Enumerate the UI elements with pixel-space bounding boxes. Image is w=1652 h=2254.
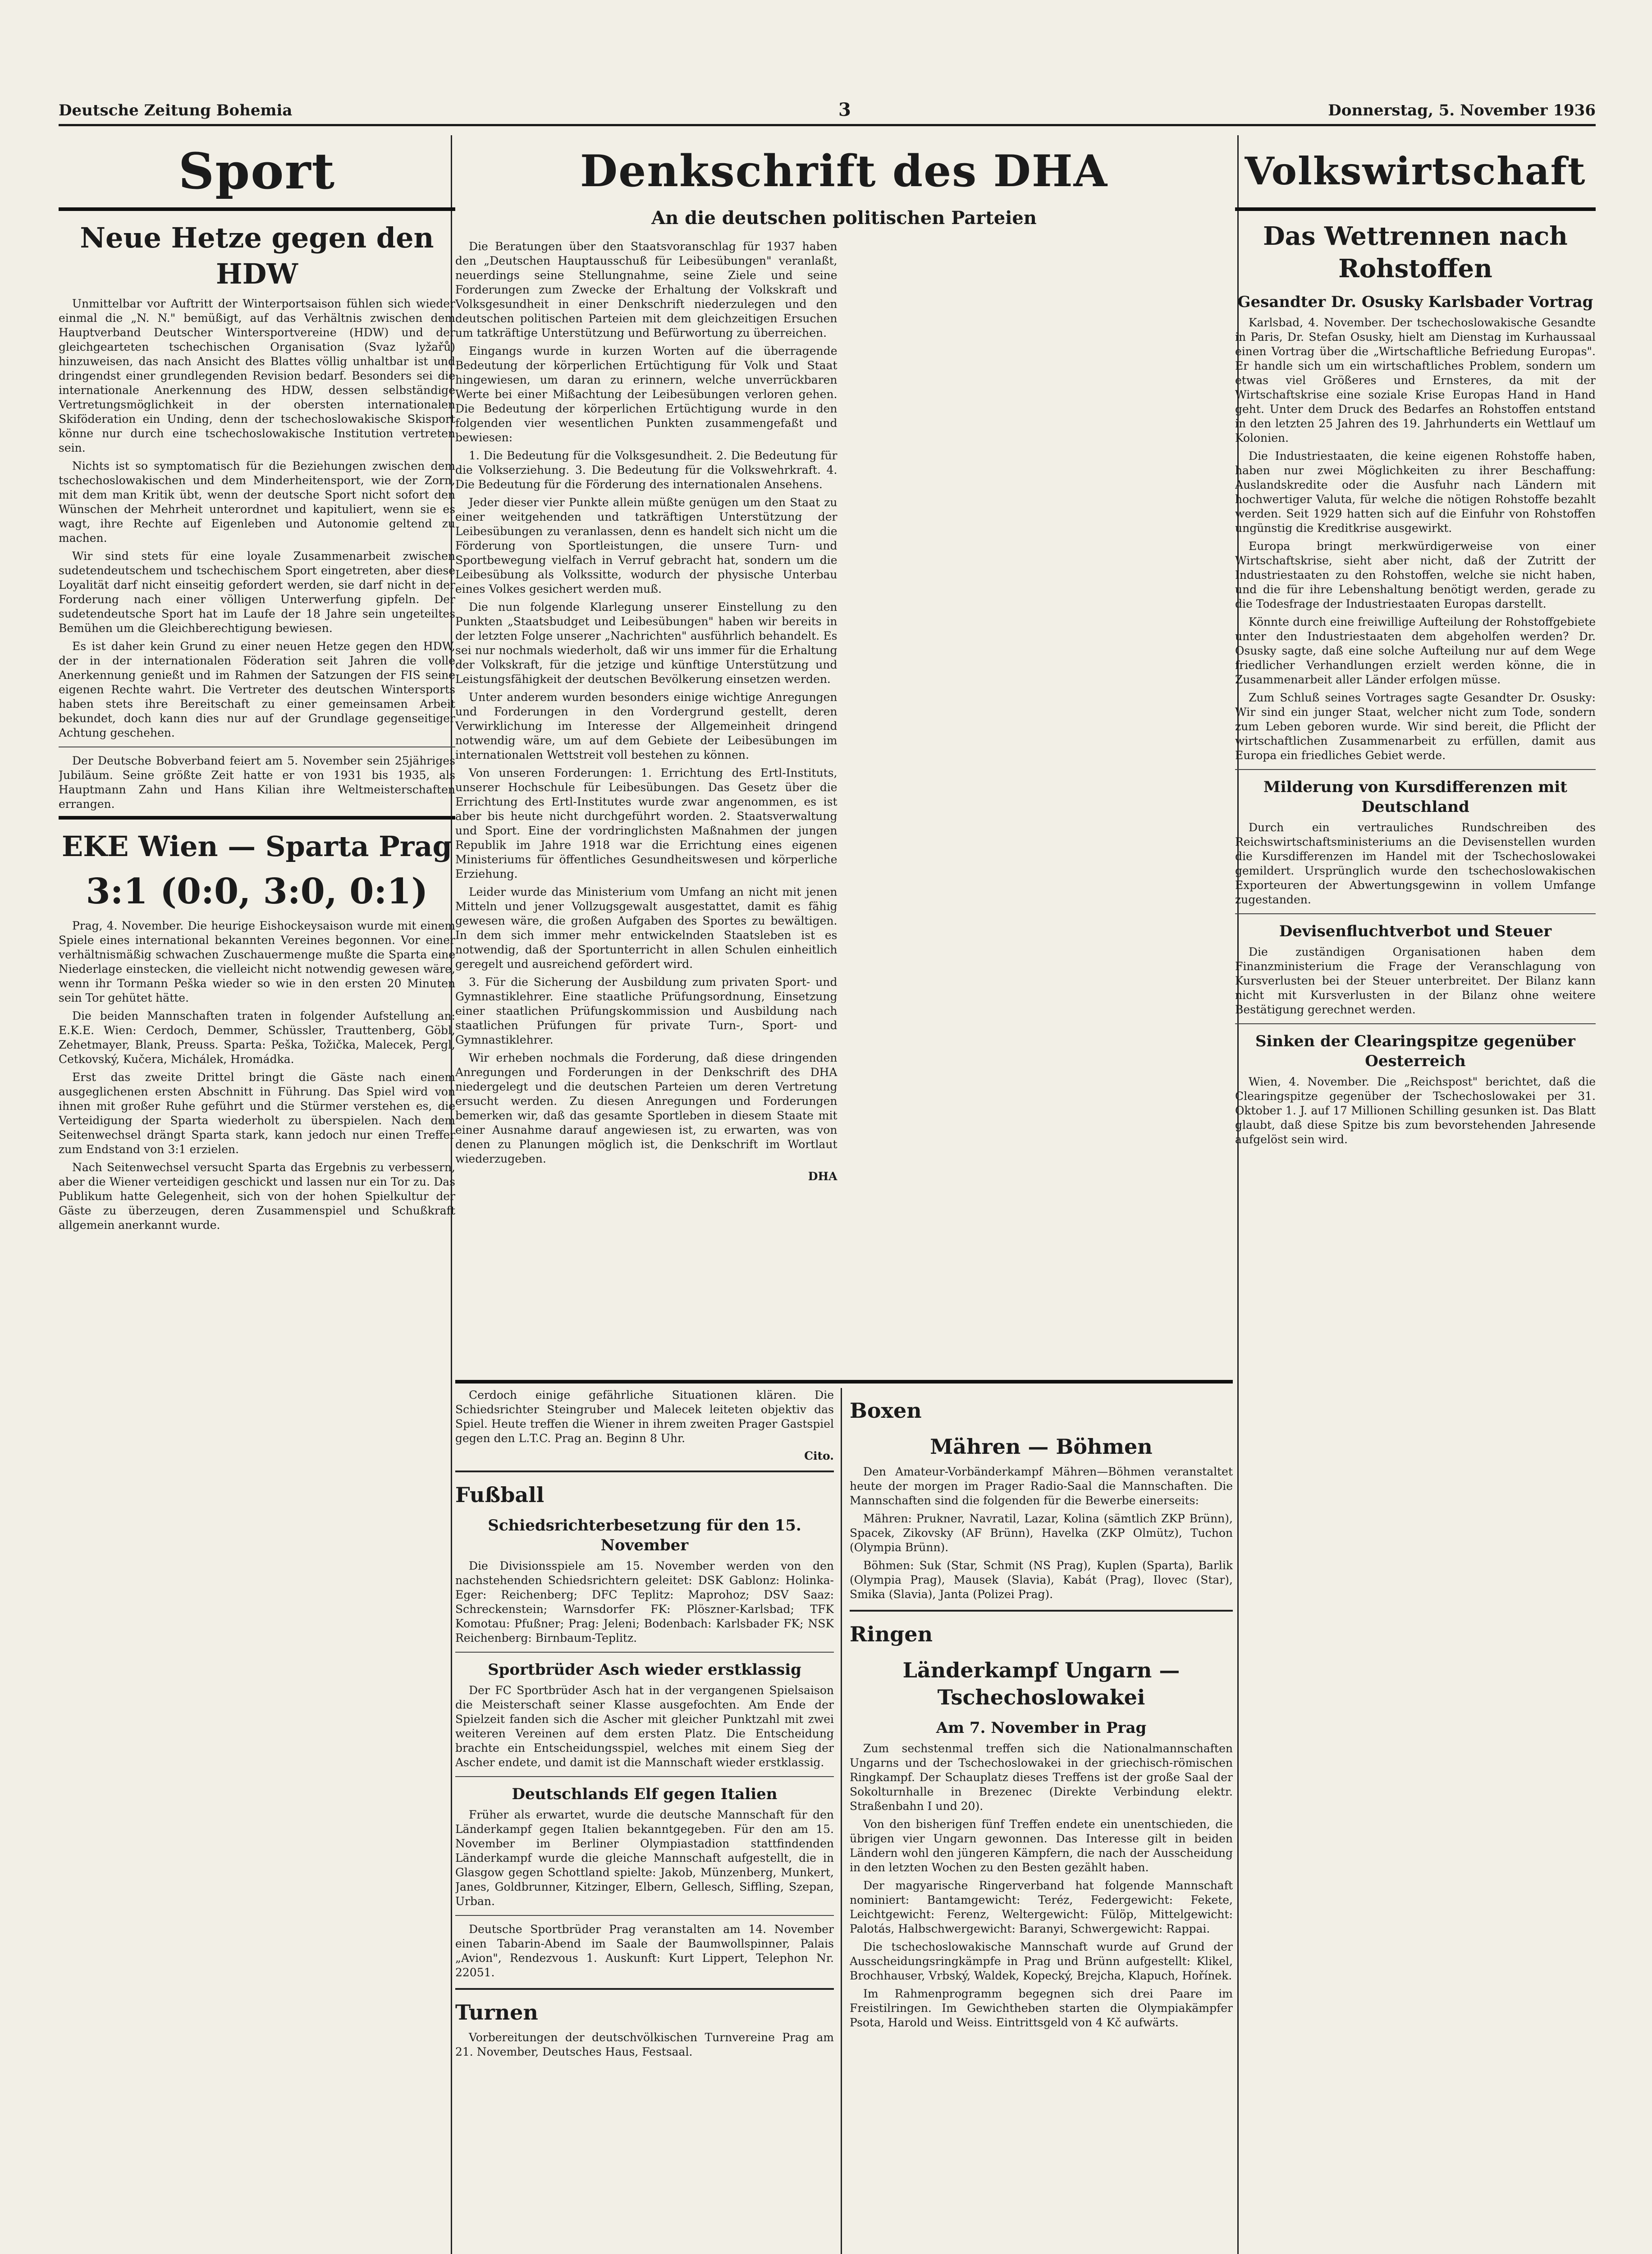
article-paragraph: Nach Seitenwechsel versucht Sparta das Ergebnis zu verbessern, aber die Wiener verteidigen geschickt und lassen nur ein Tor zu. Das Publikum hatte Gelegenheit, sich von der hohen Spielkultur der Gäste zu überzeugen, deren Zusammenspiel und Schußkraft allgemein anerkannt wurde.: [59, 1161, 455, 1232]
economy-column: [1235, 135, 1596, 2254]
article-headline: Das Wettrennen nach Rohstoffen: [1263, 221, 1568, 284]
article-paragraph: Deutsche Sportbrüder Prag veranstalten am 14. November einen Tabarin-Abend im Saale der Baumwollspinner, Palais „Avion", Rendezvous 1. Auskunft: Kurt Lippert, Telephon Nr. 22051.: [455, 1923, 834, 1979]
article-paragraph: Prag, 4. November. Die heurige Eishockeysaison wurde mit einem Spiele eines international bekannten Vereines begonnen. Vor einer verhältnismäßig schwachen Zuschauermenge mußte die Sparta eine Niederlage einstecken, die vielleicht nicht notwendig gewesen wäre, wenn ihr Tormann Peška wieder so wie in den ersten 20 Minuten sein Tor gehütet hätte.: [59, 919, 455, 1004]
article-paragraph: Wir erheben nochmals die Forderung, daß diese dringenden Anregungen und Forderungen in der Denkschrift des DHA niedergelegt und die deutschen Parteien um deren Vertretung ersucht werden. Zu diesen Anregungen und Forderungen bemerken wir, daß das gesamte Sportleben in diesem Staate mit einer Ausnahme darauf angewiesen ist, zu erwarten, was von denen zu Planungen möglich ist, die Denkschrift im Wortlaut wiederzugeben.: [455, 1051, 837, 1165]
match-headline: EKE Wien — Sparta Prag: [62, 830, 452, 863]
divider: [455, 1915, 834, 1916]
article-paragraph: Böhmen: Suk (Star, Schmit (NS Prag), Kuplen (Sparta), Barlik (Olympia Prag), Mausek (Slavia), Kabát (Prag), Ilovec (Star), Smika (Slavia), Janta (Polizei Prag).: [850, 1559, 1233, 1601]
center-column: [455, 135, 1233, 2254]
article-subheadline: Gesandter Dr. Osusky Karlsbader Vortrag: [1237, 293, 1593, 311]
article-paragraph: Unter anderem wurden besonders einige wichtige Anregungen und Forderungen in den Vordergrund gestellt, deren Verwirklichung im Interesse der Allgemeinheit dringend notwendig wäre, um auf dem Gebiete der Leibesübungen im internationalen Wettstreit voll bestehen zu können.: [455, 691, 837, 761]
divider: [1235, 769, 1596, 770]
article-paragraph: Zum Schluß seines Vortrages sagte Gesandter Dr. Osusky: Wir sind ein junger Staat, welcher nicht zum Tode, sondern zum Leben geboren wurde. Wir sind bereit, die Pflicht der wirtschaftlichen Zusammenarbeit zu erfüllen, damit aus Europa ein friedliches Gebiet werde.: [1235, 691, 1596, 762]
lower-right-column: [850, 1388, 1233, 2254]
match-score: 3:1 (0:0, 3:0, 0:1): [86, 871, 428, 912]
denkschrift-body: [455, 239, 1233, 1375]
article-paragraph: Der magyarische Ringerverband hat folgende Mannschaft nominiert: Bantamgewicht: Teréz, Federgewicht: Fekete, Leichtgewicht: Ferenz, Weltergewicht: Fülöp, Mittelgewicht: Palotás, Halbschwergewicht: Baranyi, Schwergewicht: Rappai.: [850, 1879, 1233, 1935]
article-paragraph: Europa bringt merkwürdigerweise von einer Wirtschaftskrise, sieht aber nicht, daß der Zutritt der Industriestaaten zu den Rohstoffen, welche sie nicht haben, und die für ihre Lebenshaltung benötigt werden, gerade zu die Todesfrage der Industriestaaten Europas darstellt.: [1235, 540, 1596, 610]
article-paragraph: Von unseren Forderungen: 1. Errichtung des Ertl-Instituts, unserer Hochschule für Leibesübungen. Das Gesetz über die Errichtung des Ertl-Institutes wurde zwar angenommen, es ist aber bis heute nicht durchgeführt worden. 2. Staatsverwaltung und Sport. Eine der vordringlichsten Maßnahmen der jungen Republik im Jahre 1918 war die Errichtung eines eigenen Ministeriums für öffentliches Gesundheitswesen und körperliche Erziehung.: [455, 766, 837, 880]
sport-section-title: Sport: [178, 142, 336, 200]
article-paragraph: Früher als erwartet, wurde die deutsche Mannschaft für den Länderkampf gegen Italien bekanntgegeben. Für den am 15. November im Berliner Olympiastadion stattfindenden Länderkampf wurde die gleiche Mannschaft aufgestellt, die in Glasgow gegen Schottland spielte: Jakob, Münzenberg, Munkert, Janes, Goldbrunner, Kitzinger, Elbern, Gellesch, Siffling, Szepan, Urban.: [455, 1808, 834, 1908]
article-paragraph: Von den bisherigen fünf Treffen endete ein unentschieden, die übrigen vier Ungarn gewonnen. Das Interesse gilt in beiden Ländern wohl den jüngeren Kämpfern, die nach der Ausscheidung in den letzten Wochen zu den Besten gezählt haben.: [850, 1818, 1233, 1874]
economy-section-title: Volkswirtschaft: [1245, 149, 1586, 193]
article-paragraph: Im Rahmenprogramm begegnen sich drei Paare im Freistilringen. Im Gewichtheben starten die Olympiakämpfer Psota, Harold und Weiss. Eintrittsgeld von 4 Kč aufwärts.: [850, 1987, 1233, 2029]
article-paragraph: Durch ein vertrauliches Rundschreiben des Reichswirtschaftsministeriums an die Devisenstellen wurden die Kursdifferenzen im Handel mit der Tschechoslowakei gemildert. Ursprünglich wurde den tschechoslowakischen Exporteuren der Abwertungsgewinn in vollem Umfange zugestanden.: [1235, 821, 1596, 906]
denkschrift-headline: Denkschrift des DHA: [580, 146, 1108, 197]
boxen-section-title: Boxen: [850, 1398, 922, 1423]
article-paragraph: Die Industriestaaten, die keine eigenen Rohstoffe haben, haben nur zwei Möglichkeiten zu ihrer Beschaffung: Auslandskredite oder die Ausfuhr nach Ländern mit hochwertiger Valuta, für welche die nötigen Rohstoffe bezahlt werden. Seit 1929 hatten sich auf die Einfuhr von Rohstoffen ungünstig die Kreditkrise ausgewirkt.: [1235, 449, 1596, 535]
divider: [455, 1776, 834, 1777]
article-headline: Milderung von Kursdifferenzen mit Deutschland: [1263, 778, 1567, 816]
page-number: 3: [838, 99, 851, 120]
article-paragraph: Könnte durch eine freiwillige Aufteilung der Rohstoffgebiete unter den Industriestaaten dem abgeholfen werden? Dr. Osusky sagte, daß eine solche Aufteilung nur auf dem Wege friedlicher Verhandlungen erzielt werden könne, die in Zusammenarbeit aller Länder erfolgen müsse.: [1235, 615, 1596, 686]
article-subheadline: Am 7. November in Prag: [936, 1719, 1147, 1737]
article-paragraph: Leider wurde das Ministerium vom Umfang an nicht mit jenen Mitteln und jener Vollzugsgewalt ausgestattet, damit es fähig gewesen wäre, die großen Aufgaben des Sportes zu bewältigen. In dem sich immer mehr entwickelnden Staatsleben ist es notwendig, daß der Sportunterricht in allen Schulen einheitlich geregelt und ausreichend gefördert wird.: [455, 885, 837, 971]
article-paragraph: 1. Die Bedeutung für die Volksgesundheit. 2. Die Bedeutung für die Volkserziehung. 3. Die Bedeutung für die Volkswehrkraft. 4. Die Bedeutung für die Förderung des internationalen Ansehens.: [455, 449, 837, 491]
article-paragraph: Die beiden Mannschaften traten in folgender Aufstellung an: E.K.E. Wien: Cerdoch, Demmer, Schüssler, Trauttenberg, Göbl, Zehetmayer, Blank, Preuss. Sparta: Peška, Tožička, Malecek, Pergl, Cetkovský, Kučera, Michálek, Hromádka.: [59, 1009, 455, 1066]
article-paragraph: Jeder dieser vier Punkte allein müßte genügen um den Staat zu einer weitgehenden und tatkräftigen Unterstützung der Leibesübungen zu veranlassen, denn es handelt sich nicht um die Förderung von Sportleistungen, die unsere Turn- und Sportbewegung vielfach in Verruf gebracht hat, sondern um die Leibesübung als Volkssitte, wodurch der physische Unterbau eines Volkes gesichert werden muß.: [455, 496, 837, 596]
article-paragraph: Die nun folgende Klarlegung unserer Einstellung zu den Punkten „Staatsbudget und Leibesübungen" haben wir bereits in der letzten Folge unserer „Nachrichten" ausführlich behandelt. Es sei nur nochmals wiederholt, daß wir uns immer für die Erhaltung der Volkskraft, für die jetzige und künftige Unterstützung und Leistungsfähigkeit der deutschen Bevölkerung einsetzen werden.: [455, 600, 837, 686]
divider: [455, 1988, 834, 1990]
turnen-section-title: Turnen: [455, 2000, 538, 2025]
article-headline: Sinken der Clearingspitze gegenüber Oesterreich: [1255, 1032, 1575, 1070]
article-paragraph: Vorbereitungen der deutschvölkischen Turnvereine Prag am 21. November, Deutsches Haus, Festsaal.: [455, 2031, 834, 2058]
article-paragraph: Cerdoch einige gefährliche Situationen klären. Die Schiedsrichter Steingruber und Malecek leiteten objektiv das Spiel. Heute treffen die Wiener in ihrem zweiten Prager Gastspiel gegen den L.T.C. Prag an. Beginn 8 Uhr.: [455, 1388, 834, 1445]
divider: [1235, 913, 1596, 914]
article-paragraph: Den Amateur-Vorbänderkampf Mähren—Böhmen veranstaltet heute der morgen im Prager Radio-Saal die Mannschaften. Die Mannschaften sind die folgenden für die Bewerbe einerseits:: [850, 1465, 1233, 1507]
article-signature: DHA: [808, 1170, 837, 1183]
bobverband-note: Der Deutsche Bobverband feiert am 5. November sein 25jähriges Jubiläum. Seine größte Zeit hatte er von 1931 bis 1935, als Hauptmann Zahn und Hans Kilian ihre Weltmeisterschaften errangen.: [59, 754, 455, 811]
article-headline: Devisenfluchtverbot und Steuer: [1279, 922, 1552, 940]
article-paragraph: 3. Für die Sicherung der Ausbildung zum privaten Sport- und Gymnastiklehrer. Eine staatliche Prüfungsordnung, Einsetzung einer staatlichen Prüfungskommission und Ausbildung nach staatlichen Prüfungen für private Turn-, Sport- und Gymnastiklehrer.: [455, 976, 837, 1046]
article-paragraph: Karlsbad, 4. November. Der tschechoslowakische Gesandte in Paris, Dr. Stefan Osusky, hielt am Dienstag im Kurhaussaal einen Vortrag über die „Wirtschaftliche Befriedung Europas". Er handle sich um ein wirtschaftliches Problem, sondern um etwas viel Größeres und Ernsteres, da mit der Wirtschaftskrise eine soziale Krise Europas Hand in Hand geht. Unter dem Druck des Bedarfes an Rohstoffen entstand in den letzten 25 Jahren des 19. Jahrhunderts ein Wettlauf um Kolonien.: [1235, 316, 1596, 444]
article-headline: Sportbrüder Asch wieder erstklassig: [488, 1661, 801, 1679]
column-divider: [841, 1388, 842, 2254]
denkschrift-subheadline: An die deutschen politischen Parteien: [651, 207, 1037, 229]
article-headline: Deutschlands Elf gegen Italien: [512, 1785, 778, 1803]
issue-date: Donnerstag, 5. November 1936: [1328, 101, 1596, 119]
divider: [59, 207, 455, 211]
divider: [1235, 207, 1596, 211]
football-section-title: Fußball: [455, 1483, 545, 1507]
article-headline: Mähren — Böhmen: [930, 1434, 1153, 1459]
newspaper-name: Deutsche Zeitung Bohemia: [59, 101, 293, 119]
lower-left-column: [455, 1388, 834, 2254]
article-paragraph: Der FC Sportbrüder Asch hat in der vergangenen Spielsaison die Meisterschaft seiner Klasse ausgefochten. Am Ende der Spielzeit fanden sich die Ascher mit gleicher Punktzahl mit zwei weiteren Vereinen auf dem ersten Platz. Die Entscheidung brachte ein Entscheidungsspiel, welches mit einem Sieg der Ascher endete, und damit ist die Mannschaft wieder erstklassig.: [455, 1684, 834, 1769]
article-paragraph: Die tschechoslowakische Mannschaft wurde auf Grund der Ausscheidungsringkämpfe in Prag und Brünn aufgestellt: Klikel, Brochhauser, Vrbský, Waldek, Kopecký, Brejcha, Klapuch, Hořínek.: [850, 1940, 1233, 1982]
article-paragraph: Nichts ist so symptomatisch für die Beziehungen zwischen dem tschechoslowakischen und dem Minderheitensport, wie der Zorn, mit dem man Kritik übt, wenn der deutsche Sport nicht sofort den Wünschen der Mehrheit unterordnet und kapituliert, wenn sie es wagt, ihre Rechte auf Eigenleben und Autonomie geltend zu machen.: [59, 459, 455, 545]
sport-column: [59, 135, 455, 2254]
article-headline: Schiedsrichterbesetzung für den 15. November: [488, 1516, 801, 1554]
lower-columns: [455, 1388, 1233, 2254]
divider: [1235, 1023, 1596, 1024]
article-paragraph: Unmittelbar vor Auftritt der Winterportsaison fühlen sich wieder einmal die „N. N." bemüßigt, auf das Verhältnis zwischen dem Hauptverband Deutscher Wintersportvereine (HDW) und der gleichgearteten tschechischen Organisation (Svaz lyžařů) hinzuweisen, das nach Ansicht des Blattes völlig unhaltbar ist und dringendst einer grundlegenden Revision bedarf. Besonders sei die internationale Anerkennung des HDW, dessen selbständige Vertretungsmöglichkeit in der obersten internationalen Skiföderation ein Unding, denn der tschechoslowakische Skisport könne nur durch eine tschechoslowakische Institution vertreten sein.: [59, 297, 455, 454]
article-paragraph: Eingangs wurde in kurzen Worten auf die überragende Bedeutung der körperlichen Ertüchtigung für Volk und Staat hingewiesen, um daran zu erinnern, welche unverrückbaren Werte bei einer Mißachtung der Leibesübungen verloren gehen. Die Bedeutung der körperlichen Ertüchtigung wurde in den folgenden vier wesentlichen Punkten zusammengefaßt und bewiesen:: [455, 344, 837, 444]
article-paragraph: Erst das zweite Drittel bringt die Gäste nach einem ausgeglichenen ersten Abschnitt in Führung. Das Spiel wird von ihnen mit großer Ruhe geführt und die Stürmer verstehen es, die Verteidigung der Sparta wiederholt zu überspielen. Nach dem Seitenwechsel drängt Sparta stark, kann jedoch nur einen Treffer zum Endstand von 3:1 erzielen.: [59, 1071, 455, 1156]
page-header: [59, 97, 1596, 126]
divider: [59, 816, 455, 820]
article-paragraph: Wien, 4. November. Die „Reichspost" berichtet, daß die Clearingspitze gegenüber der Tschechoslowakei per 31. Oktober 1. J. auf 17 Millionen Schilling gesunken ist. Das Blatt glaubt, daß diese Spitze bis zum bevorstehenden Jahresende aufgelöst sein wird.: [1235, 1075, 1596, 1146]
article-headline: Länderkampf Ungarn — Tschechoslowakei: [902, 1658, 1180, 1709]
article-paragraph: Zum sechstenmal treffen sich die Nationalmannschaften Ungarns und der Tschechoslowakei in der griechisch-römischen Ringkampf. Der Schauplatz dieses Treffens ist der große Saal der Sokolturnhalle in Brezenec (Direkte Verbindung elektr. Straßenbahn I und 20).: [850, 1742, 1233, 1813]
divider: [455, 1380, 1233, 1384]
article-signature: Cito.: [804, 1449, 834, 1462]
article-paragraph: Es ist daher kein Grund zu einer neuen Hetze gegen den HDW, der in der internationalen Föderation seit Jahren die volle Anerkennung genießt und im Rahmen der Satzungen der FIS seine eigenen Rechte wahrt. Die Vertreter des deutschen Wintersports haben stets ihre Bereitschaft zu einer gemeinsamen Arbeit bekundet, doch kann dies nur auf der Grundlage gegenseitiger Achtung geschehen.: [59, 640, 455, 739]
article-headline: Neue Hetze gegen den HDW: [80, 221, 434, 290]
article-paragraph: Wir sind stets für eine loyale Zusammenarbeit zwischen sudetendeutschem und tschechischem Sport eingetreten, aber diese Loyalität darf nicht einseitig gefordert werden, sie darf nicht in der Forderung nach einer völligen Unterwerfung gipfeln. Der sudetendeutsche Sport hat im Laufe der 18 Jahre sein ungeteiltes Bemühen um die Gleichberechtigung bewiesen.: [59, 550, 455, 635]
divider: [455, 1652, 834, 1653]
article-paragraph: Die Beratungen über den Staatsvoranschlag für 1937 haben den „Deutschen Hauptausschuß für Leibesübungen" veranlaßt, neuerdings seine Stellungnahme, seine Ziele und seine Forderungen zum Zwecke der Erhaltung der Volkskraft und Volksgesundheit in einer Denkschrift niederzulegen und den deutschen politischen Parteien mit dem gleichzeitigen Ersuchen um tatkräftige Unterstützung und Befürwortung zu überreichen.: [455, 240, 837, 339]
divider: [850, 1610, 1233, 1612]
ringen-section-title: Ringen: [850, 1622, 933, 1646]
article-paragraph: Die Divisionsspiele am 15. November werden von den nachstehenden Schiedsrichtern geleitet: DSK Gablonz: Holinka-Eger: Reichenberg; DFC Teplitz: Maprohoz; DSV Saaz: Schreckenstein; Warnsdorfer FK: Plöszner-Karlsbad; TFK Komotau: Pfußner; Prag: Jeleni; Bodenbach: Karlsbader FK; NSK Reichenberg: Birnbaum-Teplitz.: [455, 1559, 834, 1645]
article-paragraph: Mähren: Prukner, Navratil, Lazar, Kolina (sämtlich ZKP Brünn), Spacek, Zikovsky (AF Brünn), Havelka (ZKP Olmütz), Tuchon (Olympia Brünn).: [850, 1512, 1233, 1554]
article-paragraph: Die zuständigen Organisationen haben dem Finanzministerium die Frage der Veranschlagung von Kursverlusten bei der Steuer unterbreitet. Der Bilanz kann nicht mit Kursverlusten in der Bilanz ohne weitere Bestätigung gerechnet werden.: [1235, 945, 1596, 1016]
divider: [455, 1471, 834, 1472]
